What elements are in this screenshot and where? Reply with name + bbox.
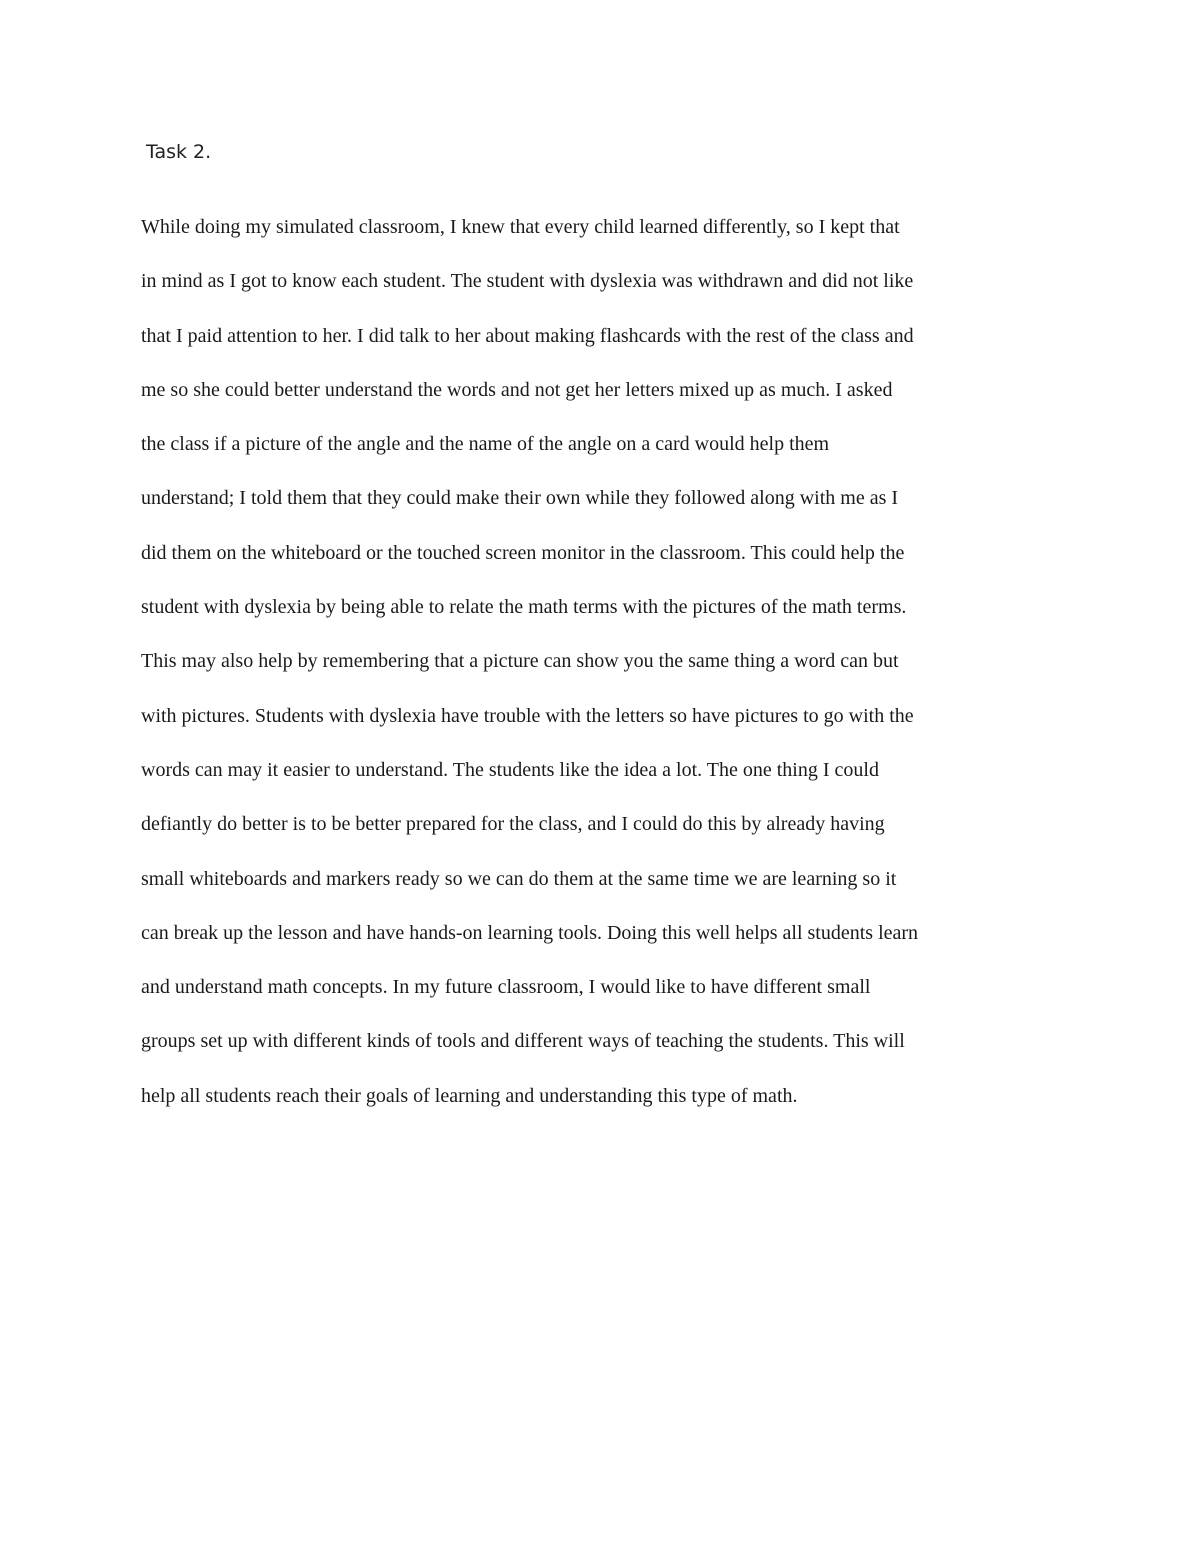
document-body (141, 211, 1071, 1134)
body-line: that I paid attention to her. I did talk to her about making flashcards with the rest of the class and (141, 324, 914, 347)
body-line: small whiteboards and markers ready so we can do them at the same time we are learning so it (141, 867, 897, 890)
body-line: did them on the whiteboard or the touched screen monitor in the classroom. This could help the (141, 541, 905, 564)
body-line: and understand math concepts. In my future classroom, I would like to have different small (141, 976, 871, 999)
body-line: student with dyslexia by being able to relate the math terms with the pictures of the math terms. (141, 596, 907, 619)
document-heading: Task 2. (146, 141, 212, 163)
body-line: While doing my simulated classroom, I knew that every child learned differently, so I kept that (141, 216, 900, 238)
body-line: help all students reach their goals of learning and understanding this type of math. (141, 1084, 798, 1107)
body-line: defiantly do better is to be better prepared for the class, and I could do this by already having (141, 813, 885, 836)
body-line: can break up the lesson and have hands-on learning tools. Doing this well helps all students learn (141, 921, 919, 944)
body-line: in mind as I got to know each student. The student with dyslexia was withdrawn and did not like (141, 270, 914, 293)
body-line: understand; I told them that they could make their own while they followed along with me as I (141, 487, 899, 510)
body-line: groups set up with different kinds of tools and different ways of teaching the students. This will (141, 1030, 905, 1053)
body-line: the class if a picture of the angle and the name of the angle on a card would help them (141, 433, 830, 456)
body-line: words can may it easier to understand. The students like the idea a lot. The one thing I could (141, 758, 879, 781)
body-line: me so she could better understand the words and not get her letters mixed up as much. I asked (141, 378, 893, 401)
body-line: with pictures. Students with dyslexia have trouble with the letters so have pictures to go with the (141, 704, 914, 727)
body-line: This may also help by remembering that a picture can show you the same thing a word can but (141, 650, 899, 673)
